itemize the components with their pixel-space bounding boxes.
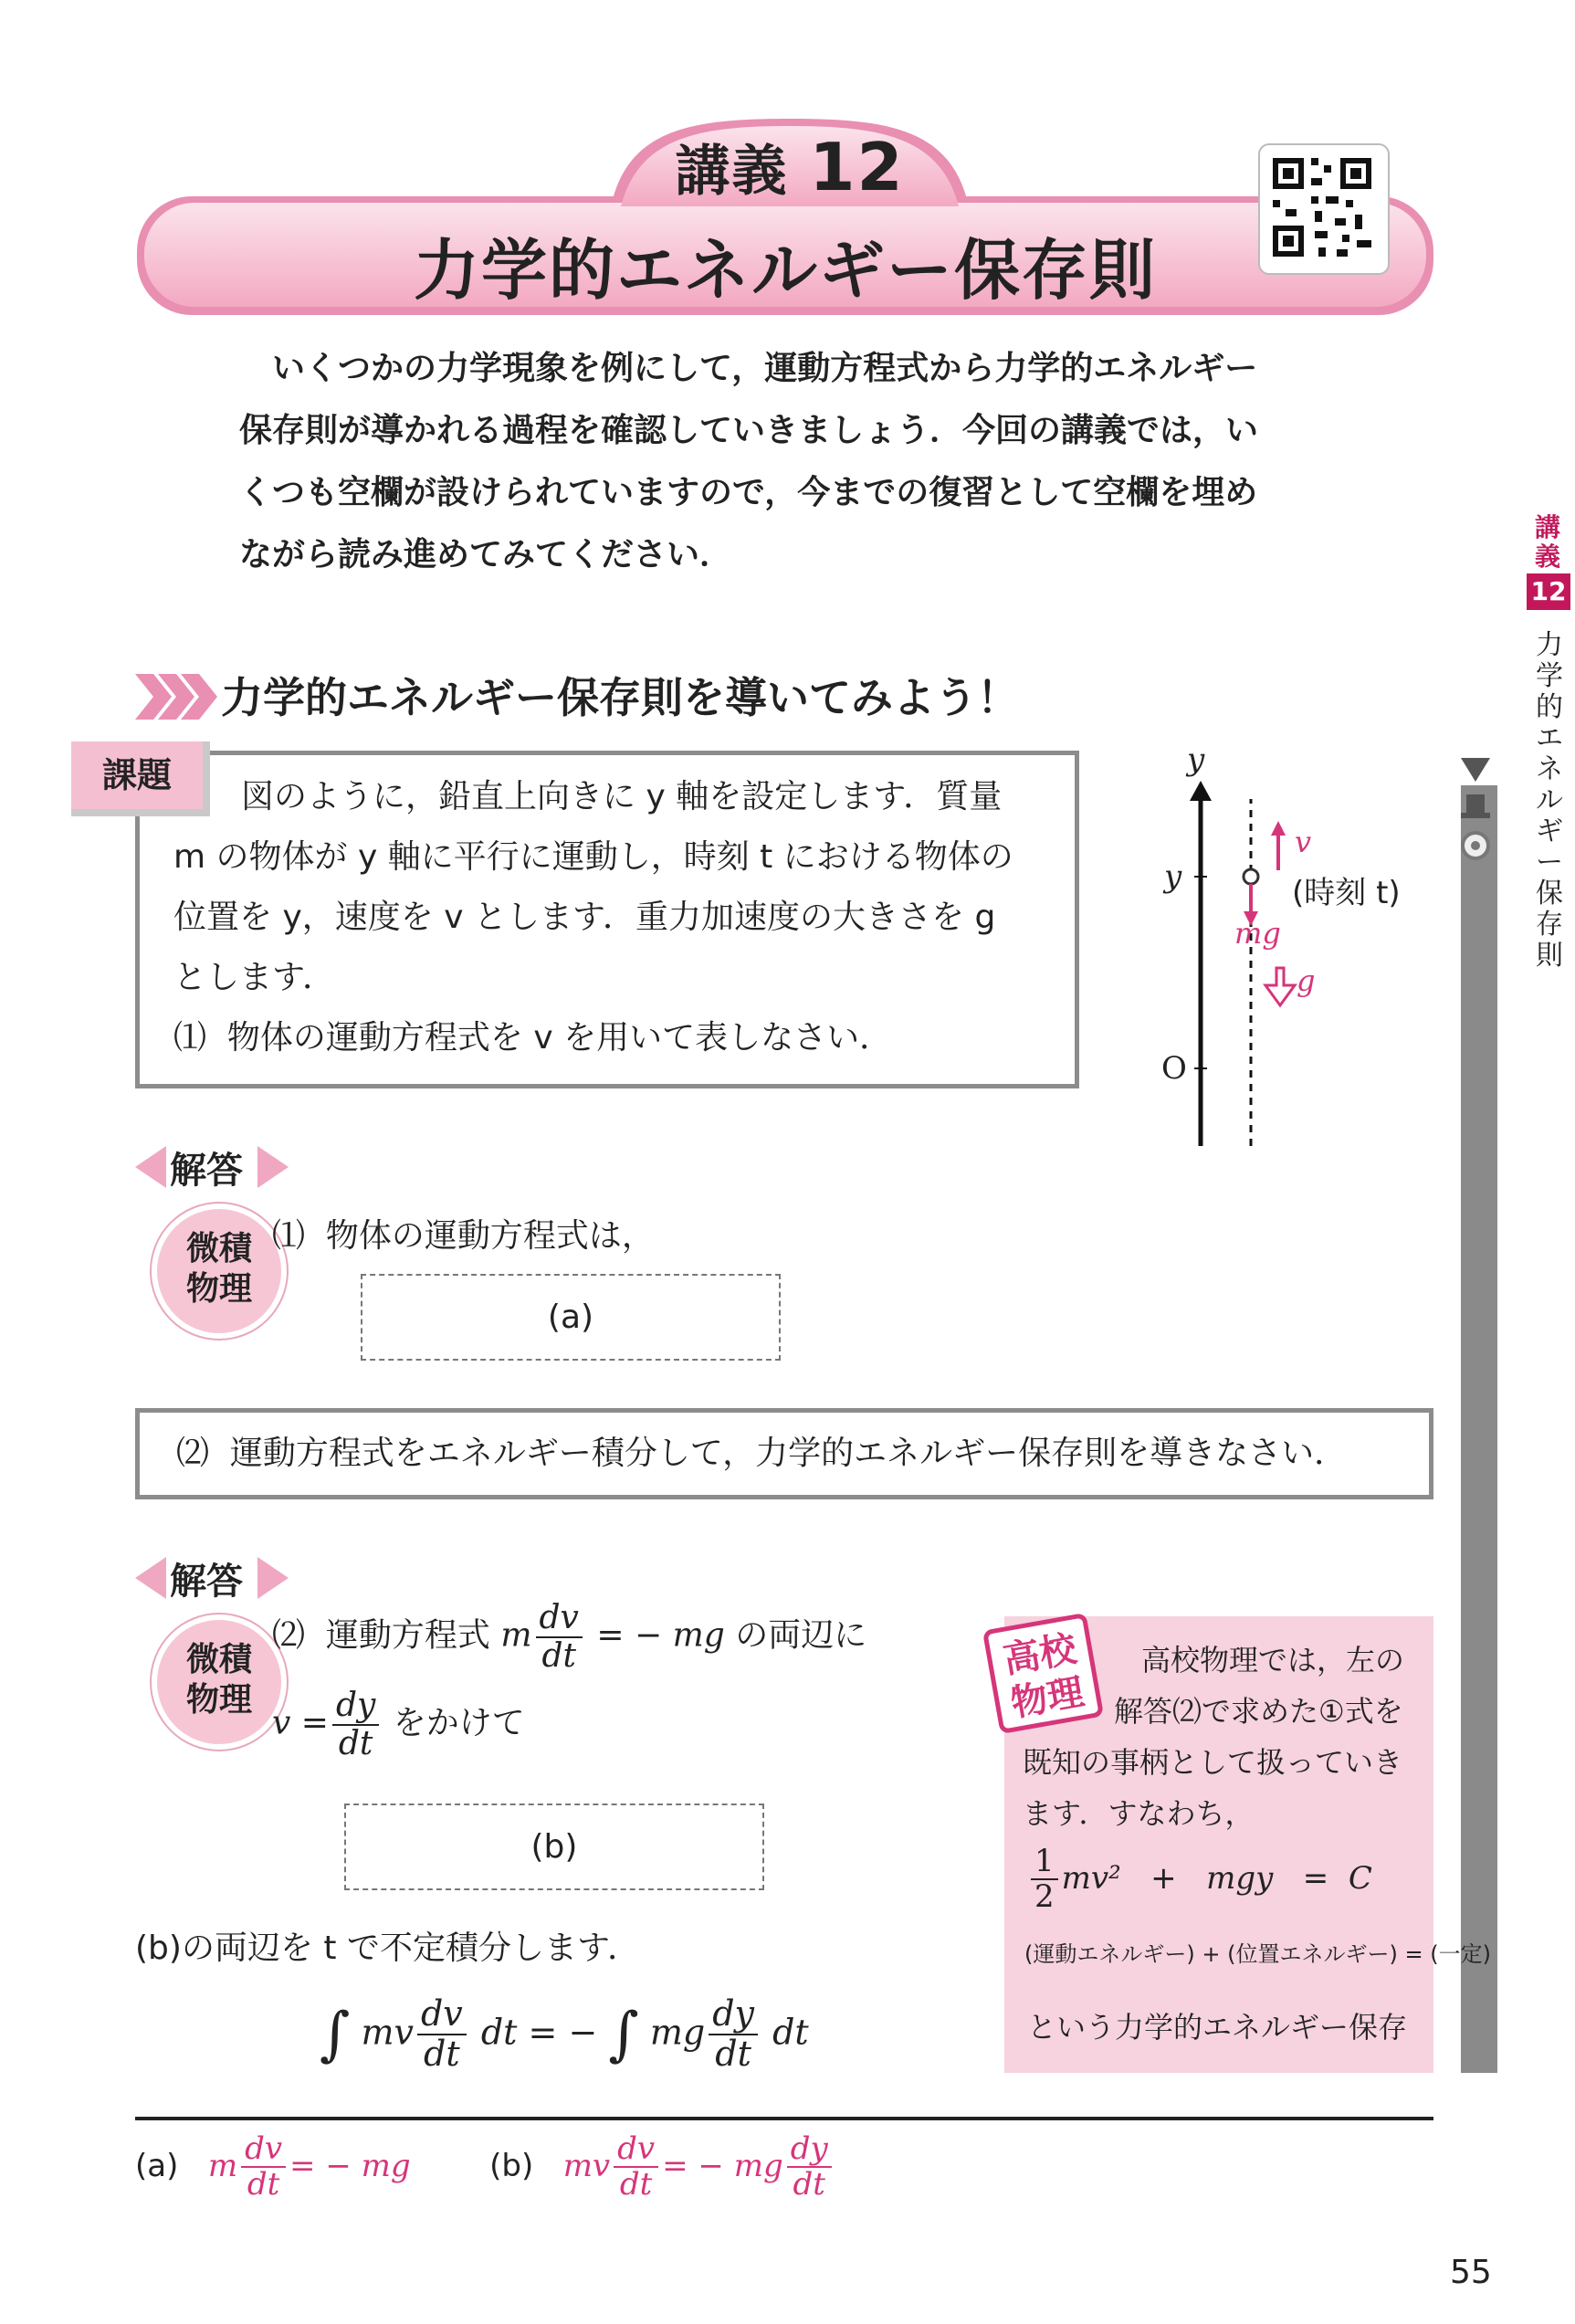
position-y-label: y xyxy=(1164,858,1182,895)
answer1-text xyxy=(272,1210,655,1257)
question-text: 物体の運動方程式を v を用いて表しなさい． xyxy=(226,1019,893,1057)
intro-line: ながら読み進めてみてください． xyxy=(239,536,733,573)
fraction-numerator: dy xyxy=(332,1688,379,1726)
fraction-numerator: dv xyxy=(614,2132,658,2168)
triangle-right-icon xyxy=(257,1557,289,1599)
intro-line: くつも空欄が設けられていますので，今までの復習として空欄を埋め xyxy=(239,474,1258,511)
fraction-numerator: dv xyxy=(417,1995,467,2035)
fraction-denominator: dt xyxy=(619,2166,653,2203)
footer-divider xyxy=(135,2117,1433,2120)
fraction-denominator: dt xyxy=(338,1724,373,1762)
answer2-line1 xyxy=(272,1600,866,1674)
potential-label: (位置エネルギー) xyxy=(1227,1941,1398,1967)
task-line: m の物体が y 軸に平行に運動し，時刻 t における物体の xyxy=(173,838,1013,876)
math-expression: = − mg xyxy=(662,2147,783,2184)
integral-equation xyxy=(320,1995,809,2074)
calculus-physics-badge xyxy=(152,1614,287,1750)
math-expression: = − mg xyxy=(596,1616,725,1655)
answer-text: 物体の運動方程式は， xyxy=(325,1217,655,1255)
fraction-denominator: dt xyxy=(715,2033,751,2074)
answer-key-b xyxy=(562,2130,835,2203)
math-expression: v = xyxy=(272,1704,329,1742)
fraction-numerator: 1 xyxy=(1031,1845,1058,1880)
note-ending: という力学的エネルギー保存 xyxy=(1027,2010,1408,2045)
fraction-numerator: dv xyxy=(536,1600,583,1638)
chevron-right-icon xyxy=(135,674,217,720)
speaker-icon xyxy=(1454,758,1508,877)
note-line: ます．すなわち， xyxy=(1023,1796,1255,1831)
integrate-text: (b)の両辺を t で不定積分します． xyxy=(135,1930,641,1967)
fraction-denominator: dt xyxy=(793,2166,825,2203)
math-symbol: m xyxy=(500,1616,532,1655)
task-line: 図のように，鉛直上向きに y 軸を設定します．質量 xyxy=(241,778,1003,815)
triangle-left-icon xyxy=(135,1557,166,1599)
answer-number: ⑵ xyxy=(272,1616,306,1655)
tag-line: 物理 xyxy=(1007,1670,1087,1726)
task-tag: 課題 xyxy=(71,741,210,816)
intro-line: いくつかの力学現象を例にして，運動方程式から力学的エネルギー xyxy=(272,350,1258,387)
energy-labels xyxy=(1024,1936,1491,1968)
math-symbol: dt xyxy=(772,2012,809,2053)
note-line: 既知の事柄として扱っていき xyxy=(1023,1745,1403,1780)
math-symbol: mg xyxy=(649,2012,706,2053)
answer-text: 運動方程式 xyxy=(325,1616,490,1655)
fraction xyxy=(332,1688,379,1761)
fraction-numerator: dv xyxy=(241,2132,286,2168)
side-progress-bar xyxy=(1461,785,1497,2073)
math-symbol: C xyxy=(1348,1859,1372,1897)
calculus-physics-badge xyxy=(152,1204,287,1339)
integral-sign: ∫ xyxy=(608,2000,639,2068)
fraction xyxy=(1031,1845,1058,1915)
fraction-numerator: dy xyxy=(709,1995,758,2035)
blank-a[interactable]: (a) xyxy=(361,1274,781,1361)
math-symbol: = xyxy=(1302,1859,1329,1897)
origin-label: O xyxy=(1161,1050,1187,1087)
answer-number: ⑴ xyxy=(272,1217,306,1255)
intro-paragraph xyxy=(239,338,1362,586)
question-number: ⑵ xyxy=(176,1435,210,1472)
triangle-right-icon xyxy=(257,1146,289,1188)
math-symbol: mv xyxy=(361,2012,414,2053)
axis-y-label: y xyxy=(1187,741,1205,778)
math-symbol: mv² xyxy=(1061,1859,1121,1897)
badge-line: 物理 xyxy=(185,1681,252,1719)
question-text: 運動方程式をエネルギー積分して，力学的エネルギー保存則を導きなさい． xyxy=(229,1435,1348,1472)
answer-text: をかけて xyxy=(393,1704,525,1742)
math-symbol: = xyxy=(1404,1941,1423,1967)
integral-sign: ∫ xyxy=(320,2000,351,2068)
task-line: 位置を y，速度を v とします．重力加速度の大きさを g xyxy=(173,899,996,936)
lecture-label: 講義 12 xyxy=(675,129,905,205)
motion-diagram xyxy=(1132,744,1443,1164)
side-tab-title: 力学的エネルギー保存則 xyxy=(1536,629,1563,972)
badge-line: 物理 xyxy=(185,1270,252,1308)
velocity-label: v xyxy=(1295,825,1312,859)
blank-b[interactable]: (b) xyxy=(344,1803,764,1890)
math-symbol: dt xyxy=(480,2012,518,2053)
weight-label: mg xyxy=(1234,916,1281,951)
math-expression: = − mg xyxy=(289,2147,411,2184)
kinetic-label: (運動エネルギー) xyxy=(1024,1941,1195,1967)
answer2-line2 xyxy=(272,1688,525,1761)
footer-answers xyxy=(135,2132,835,2203)
fraction xyxy=(787,2132,832,2203)
question-number: ⑴ xyxy=(173,1019,207,1057)
answer-label: 解答 xyxy=(170,1561,243,1603)
fraction xyxy=(417,1995,467,2074)
tag-line: 高校 xyxy=(1000,1627,1080,1682)
answer-key-label: (a) xyxy=(135,2147,179,2184)
triangle-left-icon xyxy=(135,1146,166,1188)
answer-key-a xyxy=(207,2130,421,2203)
page-number: 55 xyxy=(1450,2254,1492,2291)
note-text xyxy=(1023,1635,1424,1839)
fraction xyxy=(614,2132,658,2203)
answer-label: 解答 xyxy=(170,1150,243,1192)
fraction-denominator: dt xyxy=(247,2166,280,2203)
math-symbol: + xyxy=(1202,1941,1221,1967)
math-symbol: m xyxy=(207,2147,238,2184)
math-symbol: + xyxy=(1150,1859,1177,1897)
answer-key-label: (b) xyxy=(489,2147,534,2184)
fraction xyxy=(709,1995,758,2074)
fraction-denominator: dt xyxy=(424,2033,460,2074)
fraction-numerator: dy xyxy=(787,2132,832,2168)
constant-label: (一定) xyxy=(1430,1941,1491,1967)
answer-text: の両辺に xyxy=(735,1616,867,1655)
task-line: とします． xyxy=(173,959,336,996)
question2-box xyxy=(135,1408,1433,1499)
gravity-label: g xyxy=(1297,963,1316,998)
task-text xyxy=(173,767,1059,1068)
badge-line: 微積 xyxy=(185,1230,252,1267)
qr-code-icon xyxy=(1258,143,1390,275)
fraction xyxy=(536,1600,583,1674)
math-symbol: mv xyxy=(562,2147,611,2184)
math-symbol: = − xyxy=(528,2012,598,2053)
math-symbol: mgy xyxy=(1206,1859,1274,1897)
section-heading: 力学的エネルギー保存則を導いてみよう！ xyxy=(221,673,1019,722)
fraction xyxy=(241,2132,286,2203)
intro-line: 保存則が導かれる過程を確認していきましょう．今回の講義では，い xyxy=(239,412,1259,449)
time-label: (時刻 t) xyxy=(1292,875,1401,911)
badge-line: 微積 xyxy=(185,1641,252,1678)
fraction-denominator: dt xyxy=(541,1636,576,1675)
note-line: 高校物理では，左の xyxy=(1141,1643,1405,1677)
side-tab-number: 12 xyxy=(1527,573,1570,610)
energy-formula xyxy=(1027,1845,1429,1915)
side-tab-label: 講義 xyxy=(1534,512,1560,572)
fraction-denominator: 2 xyxy=(1034,1878,1055,1916)
note-line: 解答⑵で求めた①式を xyxy=(1114,1694,1403,1729)
page-title: 力学的エネルギー保存則 xyxy=(413,232,1157,309)
